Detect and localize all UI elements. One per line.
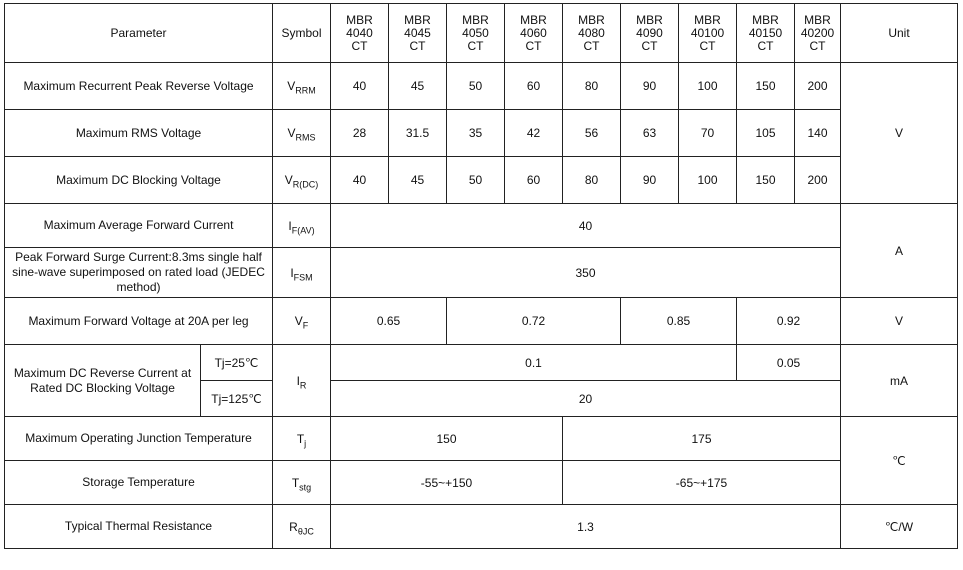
symbol-main: I	[296, 373, 300, 388]
header-symbol: Symbol	[273, 4, 331, 63]
header-parameter: Parameter	[5, 4, 273, 63]
header-part-mbr40100ct	[679, 4, 737, 63]
cell-vf-group1: 0.65	[331, 298, 447, 345]
symbol-sub: R	[299, 379, 307, 390]
symbol-sub: RMS	[295, 132, 316, 143]
part-line-2: 4040	[346, 25, 373, 40]
table-row	[5, 110, 958, 157]
part-line-2: 40200	[800, 25, 835, 40]
row-symbol-vrrm	[273, 63, 331, 110]
header-part-mbr4040ct	[331, 4, 389, 63]
symbol-main: T	[291, 475, 300, 490]
part-line-2: 4050	[462, 25, 489, 40]
part-line-3: CT	[525, 38, 542, 53]
cell-ir25-group2: 0.05	[737, 345, 841, 381]
table-row	[5, 461, 958, 505]
symbol-sub: FSM	[293, 271, 313, 282]
cell-vrrm-4090: 90	[621, 63, 679, 110]
maximum-ratings-table	[4, 3, 958, 549]
cell-vrms-4060: 42	[505, 110, 563, 157]
part-line-2: 4080	[578, 25, 605, 40]
table-row	[5, 298, 958, 345]
part-line-3: CT	[583, 38, 600, 53]
symbol-sub: F	[302, 320, 309, 331]
row-symbol-vf	[273, 298, 331, 345]
row-label-tj: Maximum Operating Junction Temperature	[5, 417, 273, 461]
cell-vrms-40200: 140	[795, 110, 841, 157]
cell-vrrm-40150: 150	[737, 63, 795, 110]
table-row	[5, 248, 958, 298]
unit-reverse-current: mA	[841, 345, 958, 417]
symbol-sub: RRM	[295, 85, 316, 96]
part-line-3: CT	[351, 38, 368, 53]
row-label-tstg: Storage Temperature	[5, 461, 273, 505]
cell-vrdc-4060: 60	[505, 157, 563, 204]
symbol-main: V	[284, 173, 293, 187]
cell-vrrm-4060: 60	[505, 63, 563, 110]
cell-vrdc-40100: 100	[679, 157, 737, 204]
row-symbol-rthjc	[273, 505, 331, 549]
cell-vf-group2: 0.72	[447, 298, 621, 345]
unit-current: A	[841, 204, 958, 298]
part-line-3: CT	[409, 38, 426, 53]
cell-vf-group4: 0.92	[737, 298, 841, 345]
table-header-row	[5, 4, 958, 63]
cell-vrms-40150: 105	[737, 110, 795, 157]
unit-voltage: V	[841, 63, 958, 204]
cell-vrdc-4080: 80	[563, 157, 621, 204]
symbol-main: T	[296, 431, 305, 446]
row-label-ifav: Maximum Average Forward Current	[5, 204, 273, 248]
part-line-1: MBR	[462, 12, 489, 27]
cell-vrdc-4040: 40	[331, 157, 389, 204]
header-part-mbr4090ct	[621, 4, 679, 63]
cell-vrdc-40200: 200	[795, 157, 841, 204]
cell-vrrm-4080: 80	[563, 63, 621, 110]
cell-tj-group1: 150	[331, 417, 563, 461]
cell-tstg-group1: -55~+150	[331, 461, 563, 505]
header-part-mbr4045ct	[389, 4, 447, 63]
cell-ir125-value: 20	[331, 381, 841, 417]
row-label-ir: Maximum DC Reverse Current at Rated DC Blocking Voltage	[5, 345, 201, 417]
cell-vrms-4040: 28	[331, 110, 389, 157]
part-line-2: 40150	[748, 25, 783, 40]
table-row	[5, 63, 958, 110]
row-label-vrrm: Maximum Recurrent Peak Reverse Voltage	[5, 63, 273, 110]
cell-vrdc-4090: 90	[621, 157, 679, 204]
part-line-1: MBR	[804, 12, 831, 27]
symbol-sub: j	[304, 437, 307, 448]
symbol-sub: R(DC)	[292, 179, 319, 190]
symbol-main: V	[294, 314, 303, 328]
symbol-main: I	[288, 218, 292, 233]
symbol-sub: θJC	[297, 525, 314, 536]
unit-thermal-resistance: ℃/W	[841, 505, 958, 549]
part-line-2: 40100	[690, 25, 725, 40]
part-line-1: MBR	[752, 12, 779, 27]
unit-forward-voltage: V	[841, 298, 958, 345]
part-line-1: MBR	[636, 12, 663, 27]
symbol-main: I	[290, 265, 294, 280]
part-line-2: 4060	[520, 25, 547, 40]
part-line-3: CT	[699, 38, 716, 53]
cell-vrdc-4050: 50	[447, 157, 505, 204]
cell-tstg-group2: -65~+175	[563, 461, 841, 505]
cell-ir25-group1: 0.1	[331, 345, 737, 381]
table-row	[5, 157, 958, 204]
header-part-mbr4060ct	[505, 4, 563, 63]
cell-vrdc-40150: 150	[737, 157, 795, 204]
cell-ifsm-value: 350	[331, 248, 841, 298]
cell-ifav-value: 40	[331, 204, 841, 248]
row-symbol-tj	[273, 417, 331, 461]
row-label-rthjc: Typical Thermal Resistance	[5, 505, 273, 549]
header-part-mbr4050ct	[447, 4, 505, 63]
row-label-vf: Maximum Forward Voltage at 20A per leg	[5, 298, 273, 345]
cell-vrrm-40100: 100	[679, 63, 737, 110]
table-row	[5, 505, 958, 549]
row-symbol-ir	[273, 345, 331, 417]
row-symbol-ifav	[273, 204, 331, 248]
part-line-3: CT	[757, 38, 774, 53]
header-part-mbr40150ct	[737, 4, 795, 63]
row-symbol-vrms	[273, 110, 331, 157]
row-symbol-ifsm	[273, 248, 331, 298]
table-row	[5, 204, 958, 248]
part-line-1: MBR	[346, 12, 373, 27]
symbol-main: V	[287, 79, 296, 93]
cell-rthjc-value: 1.3	[331, 505, 841, 549]
cell-vrrm-4040: 40	[331, 63, 389, 110]
cell-vf-group3: 0.85	[621, 298, 737, 345]
part-line-3: CT	[641, 38, 658, 53]
cell-vrms-4045: 31.5	[389, 110, 447, 157]
header-part-mbr4080ct	[563, 4, 621, 63]
table-row	[5, 345, 958, 381]
unit-temperature: ℃	[841, 417, 958, 505]
part-line-1: MBR	[520, 12, 547, 27]
part-line-2: 4045	[404, 25, 431, 40]
cell-vrdc-4045: 45	[389, 157, 447, 204]
part-line-3: CT	[809, 38, 826, 53]
cell-tj-group2: 175	[563, 417, 841, 461]
part-line-1: MBR	[578, 12, 605, 27]
condition-tj-125c: Tj=125℃	[201, 381, 273, 417]
header-unit: Unit	[841, 4, 958, 63]
part-line-1: MBR	[694, 12, 721, 27]
part-line-2: 4090	[636, 25, 663, 40]
symbol-sub: F(AV)	[291, 224, 315, 235]
cell-vrms-4090: 63	[621, 110, 679, 157]
condition-tj-25c: Tj=25℃	[201, 345, 273, 381]
cell-vrrm-40200: 200	[795, 63, 841, 110]
cell-vrms-40100: 70	[679, 110, 737, 157]
symbol-main: V	[287, 126, 296, 140]
symbol-main: R	[289, 519, 298, 534]
row-symbol-vrdc	[273, 157, 331, 204]
cell-vrrm-4045: 45	[389, 63, 447, 110]
part-line-3: CT	[467, 38, 484, 53]
cell-vrms-4050: 35	[447, 110, 505, 157]
row-symbol-tstg	[273, 461, 331, 505]
cell-vrms-4080: 56	[563, 110, 621, 157]
row-label-vrms: Maximum RMS Voltage	[5, 110, 273, 157]
table-row	[5, 417, 958, 461]
cell-vrrm-4050: 50	[447, 63, 505, 110]
row-label-vrdc: Maximum DC Blocking Voltage	[5, 157, 273, 204]
row-label-ifsm: Peak Forward Surge Current:8.3ms single half sine-wave superimposed on rated load (JEDEC method)	[5, 248, 273, 298]
part-line-1: MBR	[404, 12, 431, 27]
symbol-sub: stg	[299, 481, 312, 492]
header-part-mbr40200ct	[795, 4, 841, 63]
